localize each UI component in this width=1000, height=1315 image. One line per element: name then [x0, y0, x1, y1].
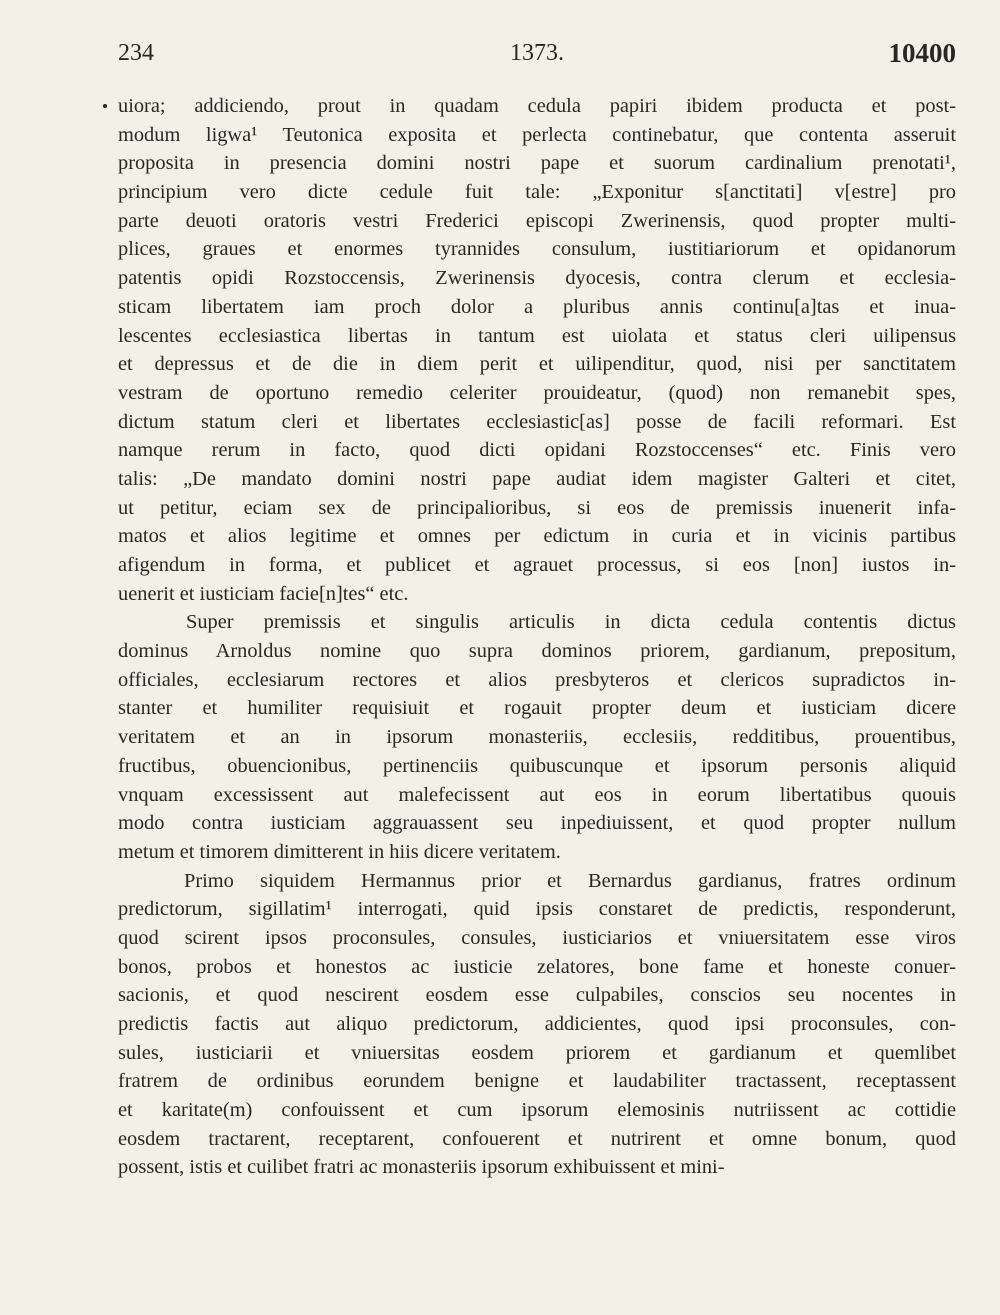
- text-line: vestram de oportuno remedio celeriter prouideatur, (quod) non remanebit spes,: [118, 381, 956, 404]
- text-line: matos et alios legitime et omnes per edictum in curia et in vicinis partibus: [118, 525, 956, 548]
- text-line: modo contra iusticiam aggrauassent seu inpediuissent, et quod propter nullum: [118, 812, 956, 835]
- text-line: Primo siquidem Hermannus prior et Bernardus gardianus, fratres ordinum: [184, 869, 956, 892]
- text-line: afigendum in forma, et publicet et agrauet processus, si eos [non] iustos in-: [118, 554, 956, 576]
- text-line: namque rerum in facto, quod dicti opidani Rozstoccenses“ etc. Finis vero: [118, 439, 956, 462]
- text-line: vnquam excessissent aut malefecissent aut eos in eorum libertatibus quouis: [118, 783, 956, 806]
- text-line: proposita in presencia domini nostri pape et suorum cardinalium prenotati¹,: [118, 152, 956, 175]
- text-line: dominus Arnoldus nomine quo supra dominos priorem, gardianum, prepositum,: [118, 640, 956, 663]
- text-line: sacionis, et quod nescirent eosdem esse culpabiles, conscios seu nocentes in: [118, 984, 956, 1007]
- paragraph: [118, 867, 956, 1183]
- text-body: [118, 92, 956, 1182]
- document-number: 10400: [888, 38, 956, 68]
- text-line: eosdem tractarent, receptarent, confouerent et nutrirent et omne bonum, quod: [118, 1127, 956, 1150]
- header-year: 1373.: [510, 40, 564, 66]
- text-line: et karitate(m) confouissent et cum ipsorum elemosinis nutriissent ac cottidie: [118, 1099, 956, 1122]
- text-line: Super premissis et singulis articulis in dicta cedula contentis dictus: [186, 611, 956, 634]
- text-line: predictis factis aut aliquo predictorum, addicientes, quod ipsi proconsules, con-: [118, 1013, 956, 1035]
- text-line: veritatem et an in ipsorum monasteriis, ecclesiis, redditibus, prouentibus,: [118, 726, 956, 749]
- text-line: principium vero dicte cedule fuit tale: „Exponitur s[anctitati] v[estre] pro: [118, 181, 956, 204]
- text-line: talis: „De mandato domini nostri pape audiat idem magister Galteri et citet,: [118, 467, 956, 490]
- text-line: quod scirent ipsos proconsules, consules, iusticiarios et vniuersitatem esse viros: [118, 926, 956, 949]
- text-line: lescentes ecclesiastica libertas in tantum est uiolata et status cleri uilipensus: [118, 324, 956, 347]
- text-line: predictorum, sigillatim¹ interrogati, quid ipsis constaret de predictis, responderunt,: [118, 898, 956, 921]
- text-line: plices, graues et enormes tyrannides consulum, iustitiariorum et opidanorum: [118, 238, 956, 261]
- paragraph: [118, 608, 956, 866]
- text-line: patentis opidi Rozstoccensis, Zwerinensis dyocesis, contra clerum et ecclesia-: [118, 267, 956, 290]
- text-line: et depressus et de die in diem perit et uilipenditur, quod, nisi per sanctitatem: [118, 353, 956, 376]
- text-line: sules, iusticiarii et vniuersitas eosdem priorem et gardianum et quemlibet: [118, 1041, 956, 1064]
- text-line: ut petitur, eciam sex de principalioribus, si eos de premissis inuenerit infa-: [118, 496, 956, 519]
- text-line: modum ligwa¹ Teutonica exposita et perlecta continebatur, que contenta asseruit: [118, 123, 956, 146]
- margin-dot-mark: [103, 104, 107, 108]
- text-line: officiales, ecclesiarum rectores et alios presbyteros et clericos supradictos in-: [118, 668, 956, 691]
- page-number: 234: [118, 40, 154, 66]
- paragraph: [118, 92, 956, 608]
- text-line: sticam libertatem iam proch dolor a pluribus annis continu[a]tas et inua-: [118, 295, 956, 318]
- text-line: dictum statum cleri et libertates ecclesiastic[as] posse de facili reformari. Est: [118, 410, 956, 433]
- text-line: fratrem de ordinibus eorundem benigne et laudabiliter tractassent, receptassent: [118, 1070, 956, 1093]
- text-line: metum et timorem dimitterent in hiis dicere veritatem.: [118, 840, 561, 863]
- text-line: bonos, probos et honestos ac iusticie zelatores, bone fame et honeste conuer-: [118, 955, 956, 978]
- text-line: possent, istis et cuilibet fratri ac monasteriis ipsorum exhibuissent et mini-: [118, 1156, 725, 1179]
- text-line: uiora; addiciendo, prout in quadam cedula papiri ibidem producta et post-: [118, 95, 956, 117]
- text-line: parte deuoti oratoris vestri Frederici episcopi Zwerinensis, quod propter multi-: [118, 209, 956, 232]
- running-header: [118, 36, 956, 70]
- text-line: fructibus, obuencionibus, pertinenciis quibuscunque et ipsorum personis aliquid: [118, 754, 956, 777]
- text-line: stanter et humiliter requisiuit et rogauit propter deum et iusticiam dicere: [118, 697, 956, 720]
- text-line: uenerit et iusticiam facie[n]tes“ etc.: [118, 582, 409, 605]
